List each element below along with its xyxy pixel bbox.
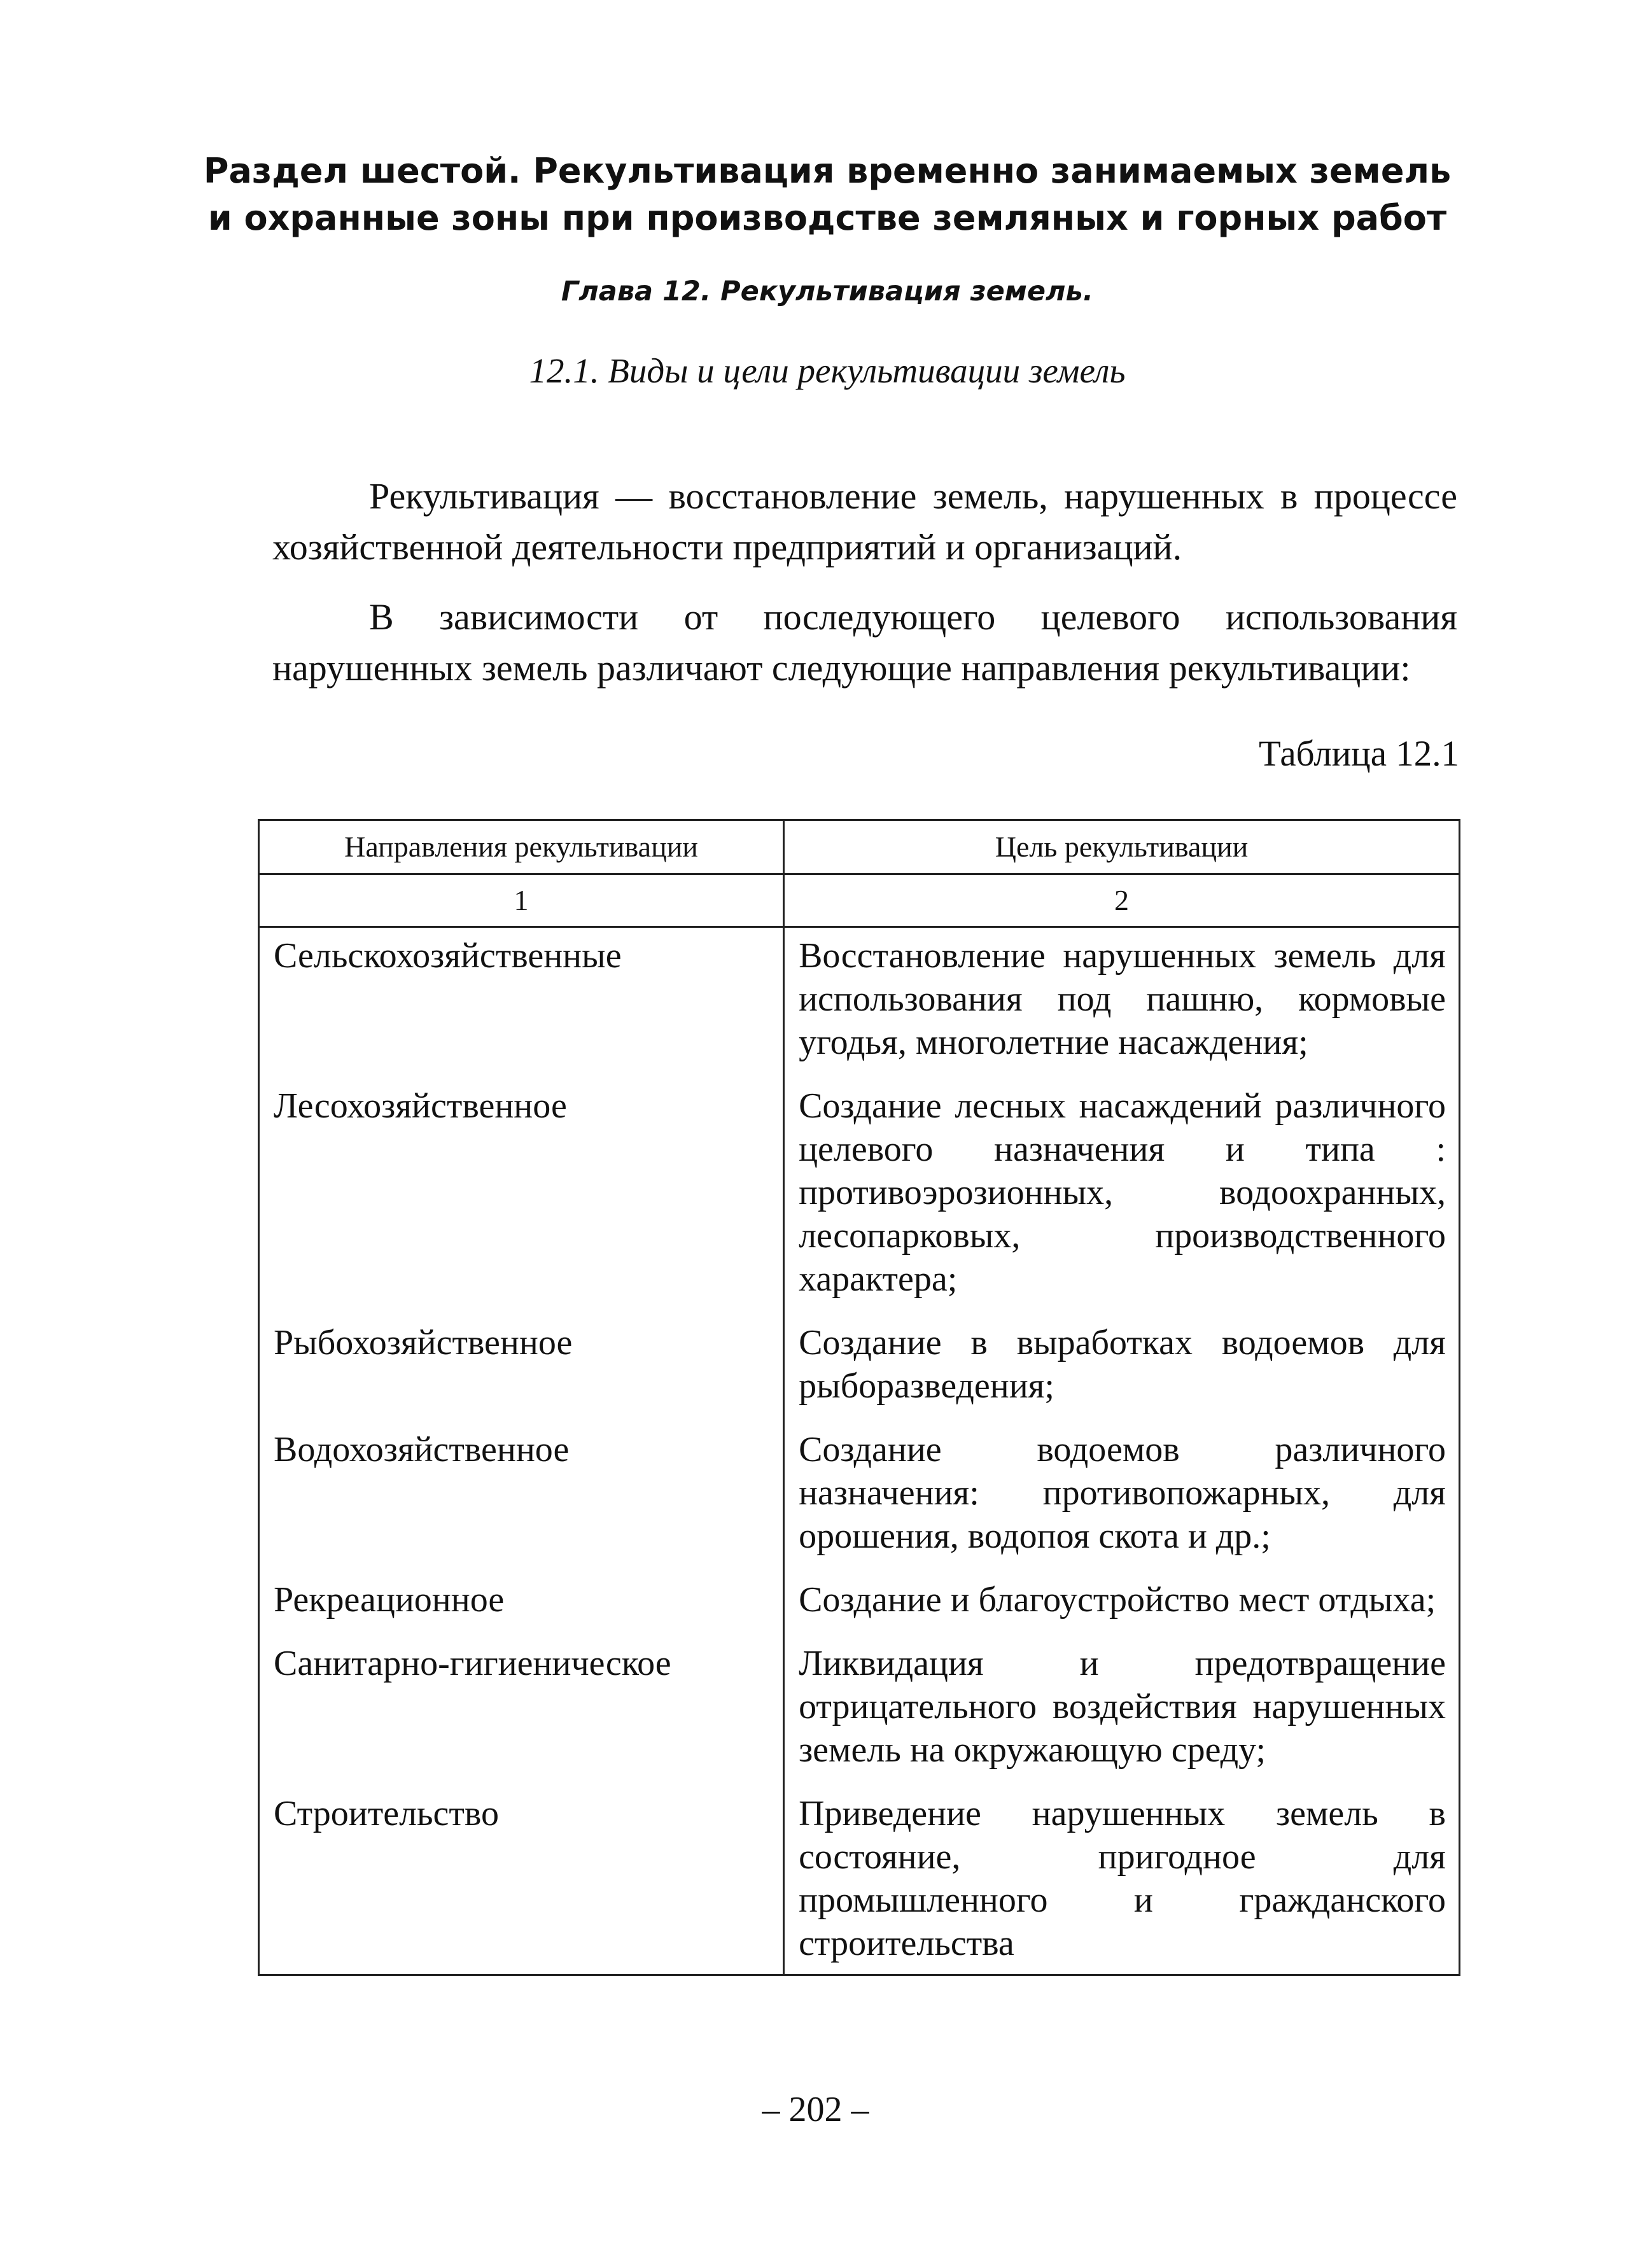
- section-title-line2: и охранные зоны при производстве земляных и горных работ: [207, 198, 1447, 238]
- goal-cell: Создание в выработках водоемов для рыборазведения;: [784, 1315, 1460, 1422]
- table-row: [259, 1315, 1460, 1422]
- paragraph-directions-intro: В зависимости от последующего целевого использования нарушенных земель различают следующие направления рекультивации:: [272, 596, 1457, 689]
- direction-cell: Рыбохозяйственное: [259, 1315, 784, 1422]
- goal-cell: Ликвидация и предотвращение отрицательного воздействия нарушенных земель на окружающую среду;: [784, 1635, 1460, 1786]
- column-number-row: [259, 874, 1460, 927]
- subsection-title: 12.1. Виды и цели рекультивации земель: [529, 351, 1126, 390]
- goal-cell: Создание лесных насаждений различного целевого назначения и типа : противоэрозионных, водоохранных, лесопарковых, производственного характера;: [784, 1078, 1460, 1315]
- page-number: – 202 –: [762, 2090, 869, 2129]
- direction-cell: Водохозяйственное: [259, 1422, 784, 1572]
- header-goal: Цель рекультивации: [784, 820, 1460, 874]
- section-title: [191, 148, 1464, 242]
- table-row: [259, 1078, 1460, 1315]
- goal-cell: Восстановление нарушенных земель для использования под пашню, кормовые угодья, многолетние насаждения;: [784, 927, 1460, 1079]
- table-row: [259, 1422, 1460, 1572]
- table-row: [259, 1786, 1460, 1975]
- goal-cell: Создание и благоустройство мест отдыха;: [784, 1572, 1460, 1635]
- table-header-row: [259, 820, 1460, 874]
- column-number-2: 2: [784, 874, 1460, 927]
- chapter-title: Глава 12. Рекультивация земель.: [561, 276, 1094, 307]
- direction-cell: Сельскохозяйственные: [259, 927, 784, 1079]
- goal-cell: Приведение нарушенных земель в состояние, пригодное для промышленного и гражданского строительства: [784, 1786, 1460, 1975]
- column-number-1: 1: [259, 874, 784, 927]
- section-title-line1: Раздел шестой. Рекультивация временно занимаемых земель: [203, 151, 1452, 191]
- table-row: [259, 1572, 1460, 1635]
- table-row: [259, 927, 1460, 1079]
- direction-cell: Строительство: [259, 1786, 784, 1975]
- reclamation-table: [258, 819, 1460, 1976]
- paragraph-definition: Рекультивация — восстановление земель, нарушенных в процессе хозяйственной деятельности предприятий и организаций.: [272, 475, 1457, 568]
- direction-cell: Рекреационное: [259, 1572, 784, 1635]
- direction-cell: Санитарно-гигиеническое: [259, 1635, 784, 1786]
- table-row: [259, 1635, 1460, 1786]
- header-directions: Направления рекультивации: [259, 820, 784, 874]
- table-caption: Таблица 12.1: [1258, 734, 1459, 774]
- direction-cell: Лесохозяйственное: [259, 1078, 784, 1315]
- goal-cell: Создание водоемов различного назначения: противопожарных, для орошения, водопоя скота и др.;: [784, 1422, 1460, 1572]
